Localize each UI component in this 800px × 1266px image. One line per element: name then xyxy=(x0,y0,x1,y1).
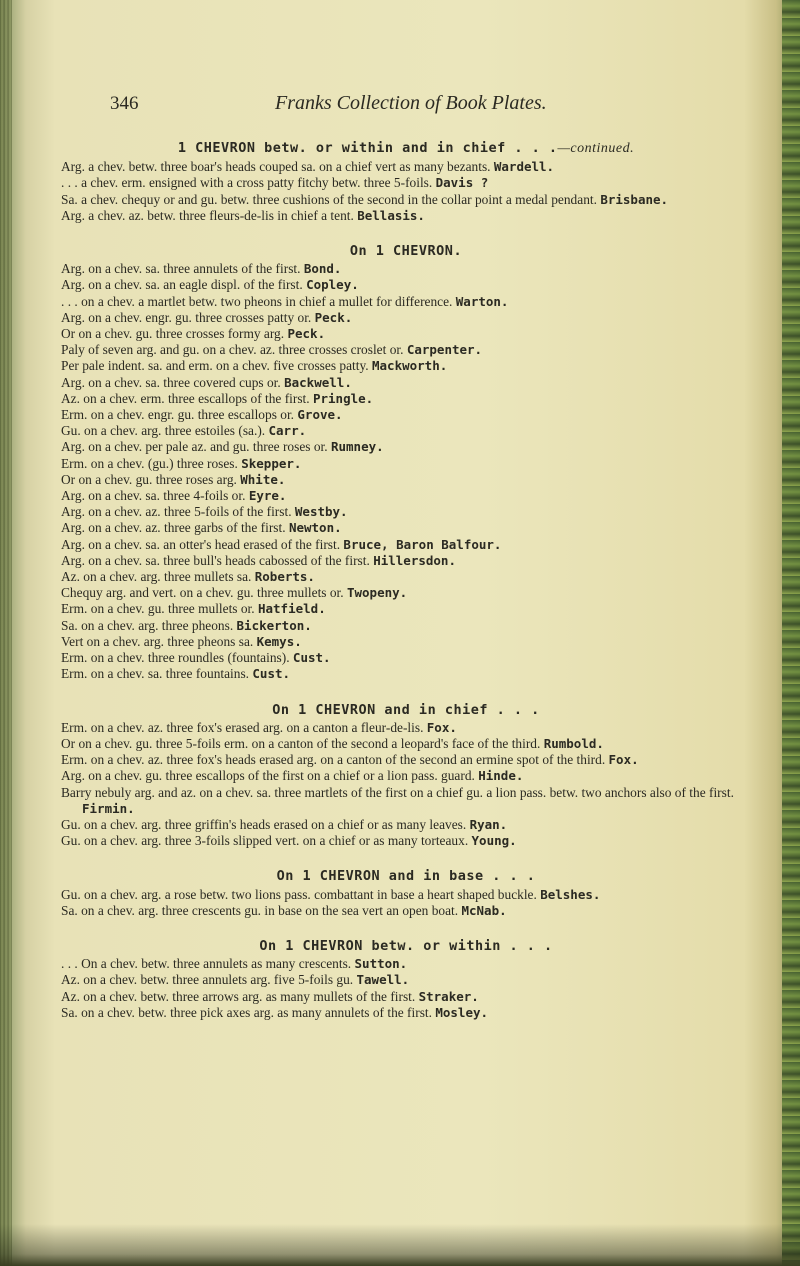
family-name: Roberts. xyxy=(254,569,315,585)
blazon-entry xyxy=(61,785,751,817)
blazon-entry xyxy=(61,192,751,208)
family-name: Sutton. xyxy=(354,956,408,972)
blazon-entry xyxy=(61,456,751,472)
section-heading-text: On 1 CHEVRON and in chief . . . xyxy=(272,701,540,718)
family-name: Mackworth. xyxy=(372,358,448,374)
section-heading-text: On 1 CHEVRON. xyxy=(349,243,463,260)
blazon-entry xyxy=(61,439,751,455)
blazon-entry xyxy=(61,208,751,224)
family-name: Brisbane. xyxy=(600,191,669,207)
page-content xyxy=(61,140,751,1040)
blazon-text: Erm. on a chev. az. three fox's heads erased arg. on a canton of the second an ermine spot of the third. xyxy=(61,752,606,768)
blazon-text: Arg. on a chev. az. three 5-foils of the first. xyxy=(61,504,292,520)
blazon-entry xyxy=(61,887,751,903)
blazon-text: Gu. on a chev. arg. three 3-foils slipped vert. on a chief or as many torteaux. xyxy=(61,833,469,849)
family-name: Rumney. xyxy=(330,439,384,455)
blazon-entry xyxy=(61,423,751,439)
blazon-entry xyxy=(61,375,751,391)
blazon-entry xyxy=(61,650,751,666)
section-heading-continued: —continued. xyxy=(557,141,635,156)
blazon-text: Arg. on a chev. sa. three annulets of the first. xyxy=(61,261,301,277)
family-name: Newton. xyxy=(288,520,342,536)
family-name: Cust. xyxy=(292,650,331,666)
blazon-entry xyxy=(61,358,751,374)
blazon-text: Or on a chev. gu. three crosses formy arg. xyxy=(61,326,285,342)
blazon-text: Barry nebuly arg. and az. on a chev. sa. three martlets of the first on a chief gu. a lion pass. betw. two anchors also of the first. xyxy=(61,784,734,800)
blazon-text: Erm. on a chev. az. three fox's erased arg. on a canton a fleur-de-lis. xyxy=(61,719,424,735)
section-heading xyxy=(61,868,751,884)
blazon-text: Arg. on a chev. gu. three escallops of the first on a chief or a lion pass. guard. xyxy=(61,768,475,784)
family-name: Peck. xyxy=(287,326,326,342)
blazon-text: Arg. on a chev. engr. gu. three crosses patty or. xyxy=(61,309,312,325)
family-name: McNab. xyxy=(461,902,507,918)
blazon-entry xyxy=(61,342,751,358)
blazon-text: Arg. on a chev. sa. an eagle displ. of the first. xyxy=(61,277,303,293)
family-name: Hillersdon. xyxy=(373,552,456,568)
family-name: Peck. xyxy=(314,309,353,325)
running-title: Franks Collection of Book Plates. xyxy=(275,92,547,114)
running-head xyxy=(110,93,710,119)
blazon-entry xyxy=(61,261,751,277)
family-name: Warton. xyxy=(455,293,509,309)
blazon-text: Arg. on a chev. sa. three 4-foils or. xyxy=(61,488,246,504)
blazon-entry xyxy=(61,585,751,601)
family-name: Bickerton. xyxy=(236,617,312,633)
page-binding-edge xyxy=(0,0,12,1266)
blazon-entry xyxy=(61,601,751,617)
blazon-entry xyxy=(61,537,751,553)
family-name: Carr. xyxy=(268,423,307,439)
blazon-text: Erm. on a chev. three roundles (fountains). xyxy=(61,650,290,666)
blazon-text: Sa. a chev. chequy or and gu. betw. three cushions of the second in the collar point a medal pendant. xyxy=(61,191,597,207)
blazon-text: Arg. on a chev. per pale az. and gu. three roses or. xyxy=(61,439,328,455)
family-name: Rumbold. xyxy=(543,735,604,751)
family-name: Backwell. xyxy=(284,374,352,390)
blazon-text: Arg. on a chev. sa. three bull's heads cabossed of the first. xyxy=(61,552,370,568)
family-name: Twopeny. xyxy=(346,585,408,601)
family-name: Mosley. xyxy=(435,1004,489,1020)
blazon-text: Sa. on a chev. arg. three pheons. xyxy=(61,617,234,633)
blazon-entry xyxy=(61,520,751,536)
family-name: Skepper. xyxy=(241,455,302,471)
family-name: Davis ? xyxy=(435,175,489,191)
blazon-text: Vert on a chev. arg. three pheons sa. xyxy=(61,633,254,649)
section-heading xyxy=(61,938,751,954)
blazon-entry xyxy=(61,569,751,585)
family-name: Bond. xyxy=(303,261,342,277)
blazon-entry xyxy=(61,1005,751,1021)
blazon-text: Or on a chev. gu. three roses arg. xyxy=(61,471,237,487)
family-name: Firmin. xyxy=(82,800,135,816)
blazon-text: Az. on a chev. betw. three arrows arg. as many mullets of the first. xyxy=(61,988,416,1004)
blazon-text: Az. on a chev. arg. three mullets sa. xyxy=(61,569,252,585)
blazon-entry xyxy=(61,989,751,1005)
family-name: Hinde. xyxy=(478,768,524,784)
blazon-text: Gu. on a chev. arg. a rose betw. two lions pass. combattant in base a heart shaped buckle. xyxy=(61,886,537,902)
blazon-entry xyxy=(61,553,751,569)
blazon-entry xyxy=(61,294,751,310)
blazon-text: Az. on a chev. betw. three annulets arg. five 5-foils gu. xyxy=(61,972,354,988)
heraldry-section xyxy=(61,140,751,224)
family-name: White. xyxy=(240,471,286,487)
family-name: Westby. xyxy=(294,504,348,520)
family-name: Fox. xyxy=(426,719,457,735)
family-name: Bruce, Baron Balfour. xyxy=(343,536,502,552)
blazon-text: Gu. on a chev. arg. three griffin's heads erased on a chief or as many leaves. xyxy=(61,816,467,832)
blazon-text: Sa. on a chev. betw. three pick axes arg. as many annulets of the first. xyxy=(61,1004,432,1020)
blazon-entry xyxy=(61,720,751,736)
family-name: Fox. xyxy=(608,752,639,768)
blazon-entry xyxy=(61,903,751,919)
heraldry-section xyxy=(61,243,751,682)
family-name: Pringle. xyxy=(312,390,374,406)
section-heading-text: On 1 CHEVRON and in base . . . xyxy=(276,868,536,885)
family-name: Grove. xyxy=(297,407,343,423)
blazon-entry xyxy=(61,488,751,504)
blazon-entry xyxy=(61,277,751,293)
blazon-entry xyxy=(61,504,751,520)
blazon-text: . . . on a chev. a martlet betw. two pheons in chief a mullet for difference. xyxy=(61,293,453,309)
section-heading-text: On 1 CHEVRON betw. or within . . . xyxy=(259,937,553,954)
blazon-text: Arg. on a chev. az. three garbs of the first. xyxy=(61,520,286,536)
section-heading-text: 1 CHEVRON betw. or within and in chief . . . xyxy=(177,140,558,156)
blazon-text: Arg. a chev. az. betw. three fleurs-de-lis in chief a tent. xyxy=(61,207,354,223)
heraldry-section xyxy=(61,868,751,919)
blazon-entry xyxy=(61,618,751,634)
section-heading xyxy=(61,243,751,259)
family-name: Hatfield. xyxy=(257,601,326,617)
blazon-entry xyxy=(61,666,751,682)
blazon-text: Chequy arg. and vert. on a chev. gu. three mullets or. xyxy=(61,585,344,601)
blazon-text: Per pale indent. sa. and erm. on a chev. five crosses patty. xyxy=(61,358,369,374)
blazon-entry xyxy=(61,310,751,326)
family-name: Straker. xyxy=(418,988,479,1004)
family-name: Cust. xyxy=(252,666,291,682)
family-name: Bellasis. xyxy=(357,207,425,223)
heraldry-section xyxy=(61,938,751,1021)
blazon-entry xyxy=(61,972,751,988)
blazon-entry xyxy=(61,736,751,752)
blazon-text: Arg. a chev. betw. three boar's heads couped sa. on a chief vert as many bezants. xyxy=(61,159,491,175)
blazon-text: Sa. on a chev. arg. three crescents gu. in base on the sea vert an open boat. xyxy=(61,902,459,918)
page-fore-edge xyxy=(782,0,800,1266)
blazon-text: Erm. on a chev. gu. three mullets or. xyxy=(61,601,255,617)
section-heading xyxy=(61,140,751,157)
blazon-entry xyxy=(61,956,751,972)
blazon-text: . . . On a chev. betw. three annulets as many crescents. xyxy=(61,956,352,972)
family-name: Young. xyxy=(471,833,517,849)
family-name: Ryan. xyxy=(469,816,508,832)
blazon-text: Or on a chev. gu. three 5-foils erm. on a canton of the second a leopard's face of the third. xyxy=(61,735,541,751)
blazon-entry xyxy=(61,768,751,784)
family-name: Belshes. xyxy=(540,886,601,902)
blazon-entry xyxy=(61,159,751,175)
blazon-entry xyxy=(61,833,751,849)
blazon-text: Az. on a chev. erm. three escallops of the first. xyxy=(61,390,310,406)
blazon-entry xyxy=(61,391,751,407)
blazon-text: Erm. on a chev. engr. gu. three escallops or. xyxy=(61,407,295,423)
blazon-entry xyxy=(61,472,751,488)
blazon-entry xyxy=(61,817,751,833)
blazon-entry xyxy=(61,634,751,650)
blazon-text: Erm. on a chev. (gu.) three roses. xyxy=(61,455,238,471)
blazon-text: Arg. on a chev. sa. an otter's head erased of the first. xyxy=(61,536,341,552)
blazon-entry xyxy=(61,752,751,768)
family-name: Wardell. xyxy=(493,159,555,175)
family-name: Copley. xyxy=(306,277,359,293)
blazon-text: Paly of seven arg. and gu. on a chev. az. three crosses croslet or. xyxy=(61,342,404,358)
blazon-text: . . . a chev. erm. ensigned with a cross patty fitchy betw. three 5-foils. xyxy=(61,175,433,191)
blazon-entry xyxy=(61,175,751,191)
heraldry-section xyxy=(61,702,751,850)
blazon-text: Gu. on a chev. arg. three estoiles (sa.). xyxy=(61,423,266,439)
family-name: Eyre. xyxy=(248,488,287,504)
blazon-text: Erm. on a chev. sa. three fountains. xyxy=(61,666,250,682)
blazon-text: Arg. on a chev. sa. three covered cups or. xyxy=(61,374,281,390)
blazon-entry xyxy=(61,407,751,423)
family-name: Carpenter. xyxy=(406,342,483,358)
page-number: 346 xyxy=(110,93,139,114)
family-name: Kemys. xyxy=(256,633,302,649)
blazon-entry xyxy=(61,326,751,342)
section-heading xyxy=(61,702,751,718)
family-name: Tawell. xyxy=(356,972,410,988)
